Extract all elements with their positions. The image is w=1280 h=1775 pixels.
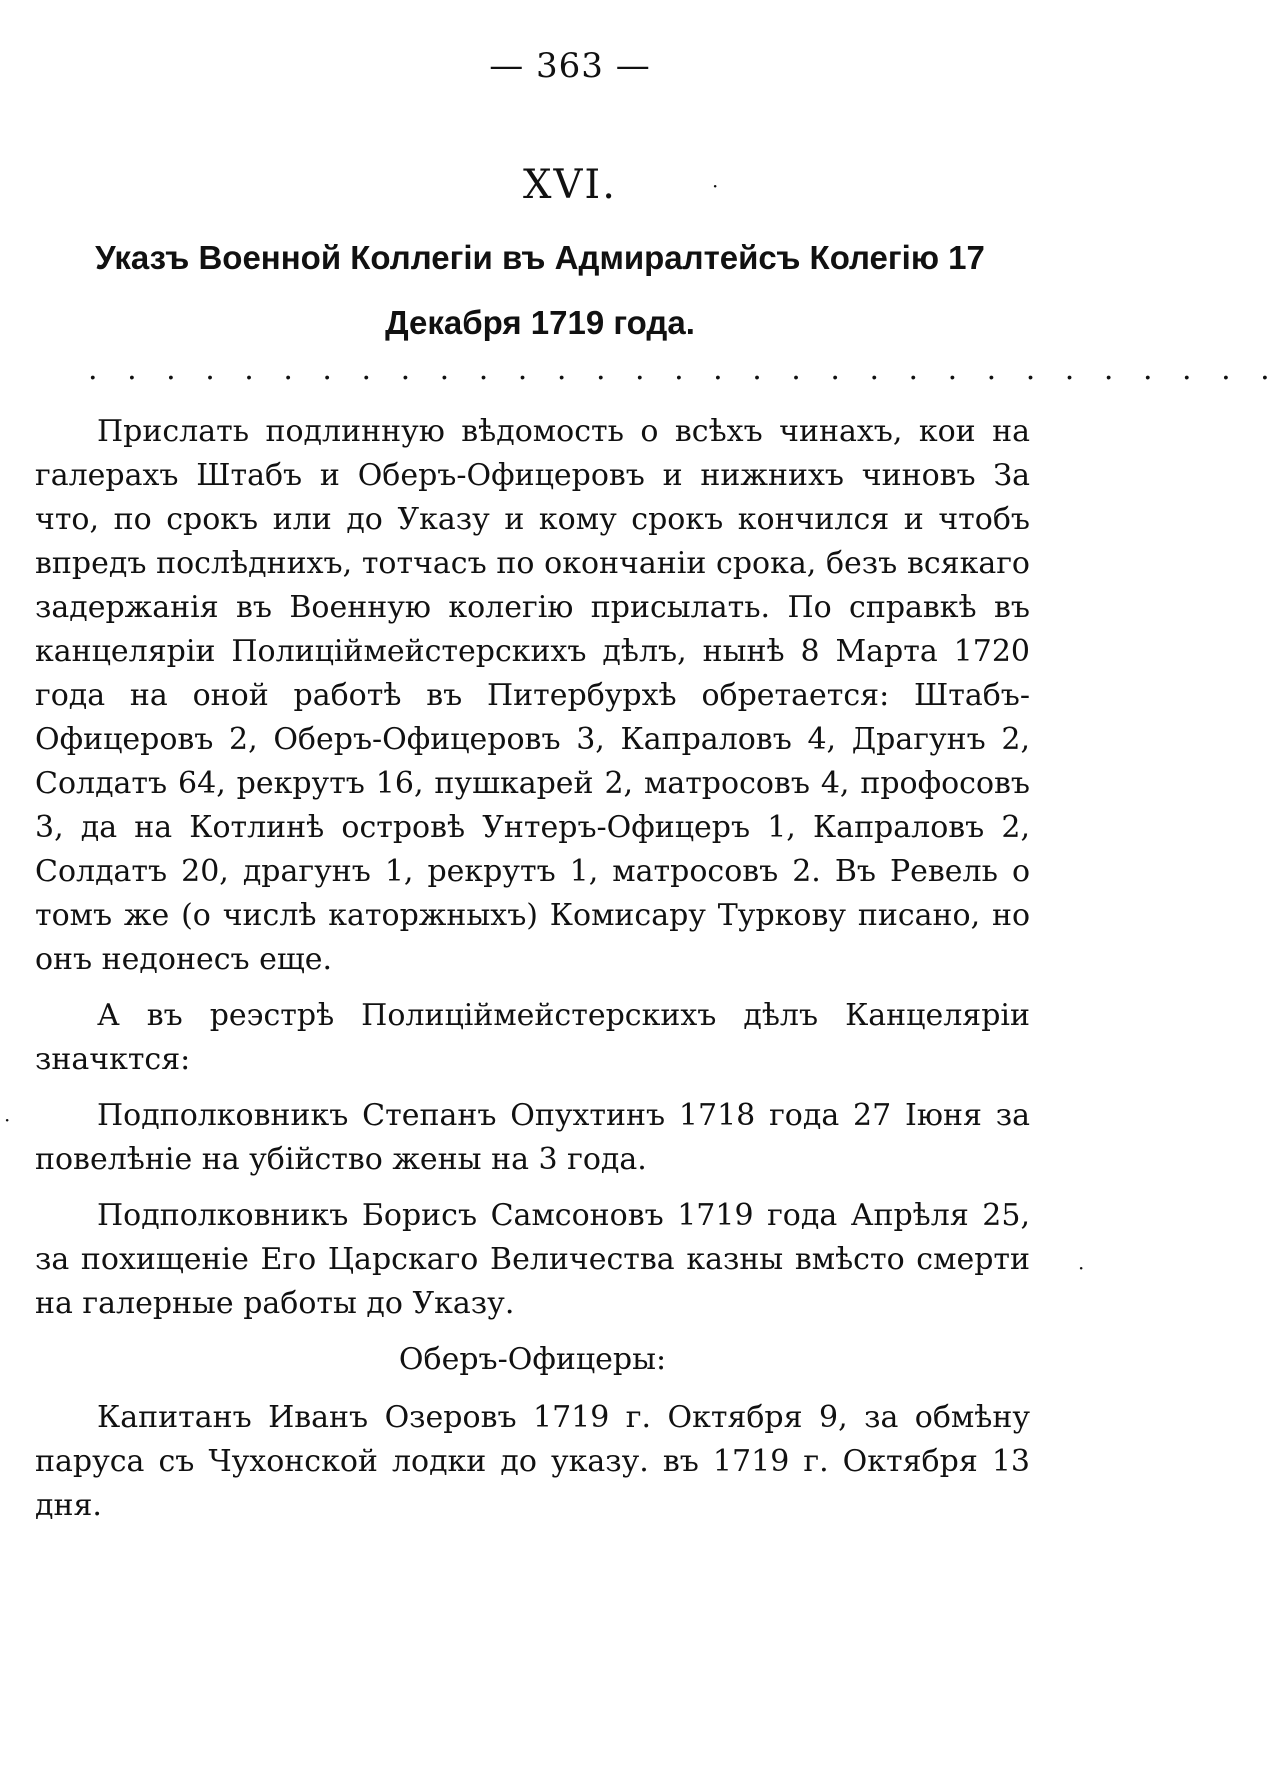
section-number: XVI. [523,162,617,208]
print-speck: · [712,174,719,198]
print-speck: · [1078,1256,1085,1280]
print-speck: · [4,1108,11,1132]
paragraph: Подполковникъ Степанъ Опухтинъ 1718 года 27 Іюня за повелѣніе на убійство жены на 3 года. [35,1098,1030,1177]
paragraph: Подполковникъ Борисъ Самсоновъ 1719 года Апрѣля 25, за похищеніе Его Царскаго Величества казны вмѣсто смерти на галерные работы до Указу. [35,1198,1030,1321]
page-number: — 363 — [489,46,651,86]
paragraph: Капитанъ Иванъ Озеровъ 1719 г. Октября 9, за обмѣну паруса съ Чухонской лодки до указу. въ 1719 г. Октября 13 дня. [35,1400,1030,1523]
paragraph: А въ реэстрѣ Полиціймейстерскихъ дѣлъ Канцеляріи значктся: [35,998,1030,1077]
body-text [35,410,1030,1540]
paragraph: Прислать подлинную вѣдомость о всѣхъ чинахъ, кои на галерахъ Штабъ и Оберъ-Офицеровъ и нижнихъ чиновъ За что, по срокъ или до Указу и кому срокъ кончился и чтобъ впредъ послѣднихъ, тотчасъ по окончаніи срока, безъ всякаго задержанія въ Военную колегію присылать. По справкѣ въ канцеляріи Полиціймейстерскихъ дѣлъ, нынѣ 8 Марта 1720 года на оной работѣ въ Питербурхѣ обретается: Штабъ-Офицеровъ 2, Оберъ-Офицеровъ 3, Капраловъ 4, Драгунъ 2, Солдатъ 64, рекрутъ 16, пушкарей 2, матросовъ 4, профосовъ 3, да на Котлинѣ островѣ Унтеръ-Офицеръ 1, Капраловъ 2, Солдатъ 20, драгунъ 1, рекрутъ 1, матросовъ 2. Въ Ревель о томъ же (о числѣ каторжныхъ) Комисару Туркову писано, но онъ недонесъ еще. [35,414,1030,977]
subheading: Оберъ-Офицеры: [398,1342,667,1377]
ellipsis-divider: . . . . . . . . . . . . . . . . . . . . . . . . . . . . . . . [88,352,1280,387]
document-title: Указъ Военной Коллегіи въ Адмиралтейсъ Колегію 17 Декабря 1719 года. [95,239,985,341]
